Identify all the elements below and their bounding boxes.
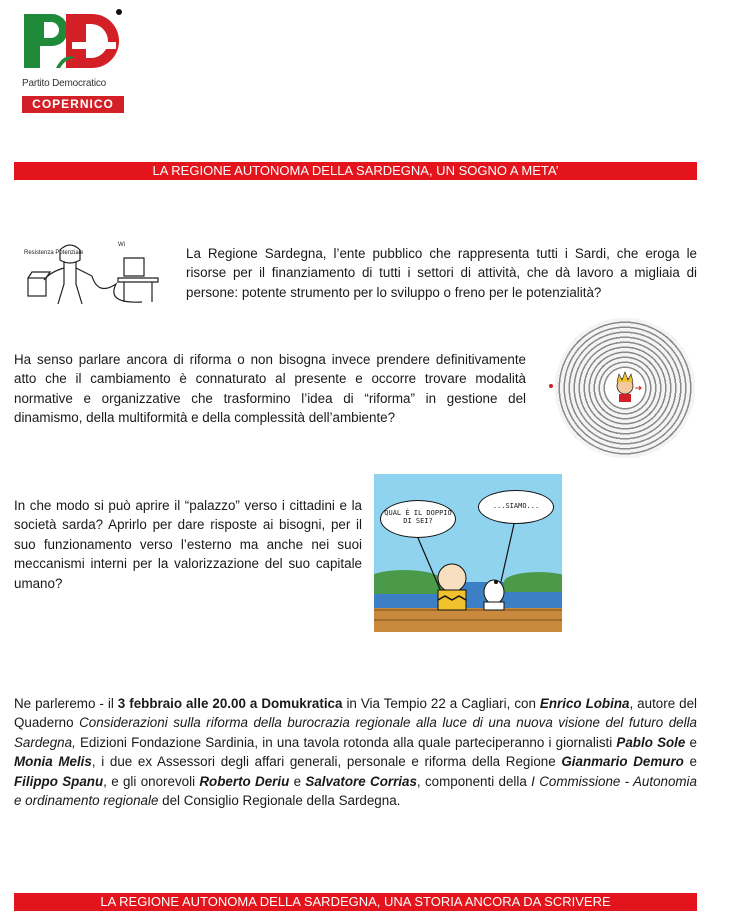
event-onorevole-2: Salvatore Corrias (305, 773, 417, 789)
event-t1: Ne parleremo - (14, 696, 108, 711)
event-t8: e (683, 754, 697, 770)
sketch-label-right: Wi (118, 242, 125, 248)
event-t9: , e gli onorevoli (103, 773, 200, 789)
intro-paragraph: La Regione Sardegna, l’ente pubblico che rappresenta tutti i Sardi, che eroga le risorse per il finanziamento di tutti i settori di attività, che dà lavoro a migliaia di persone: potente strumento per lo sviluppo o freno per le potenzialità? (186, 246, 697, 300)
question-reform: Ha senso parlare ancora di riforma o non bisogna invece prendere definitivamente atto che il cambiamento è connaturato al presente e occorre trovare modalità normative e organizzative che trasformino l’idea di “riforma” in gestione del dinamismo, della multiformità e della complessità dell’ambiente? (14, 352, 526, 426)
sketch-label-left: Resistenza Potenziale (24, 250, 84, 256)
maze-illustration (555, 318, 695, 458)
event-journalist-2: Monia Melis (14, 754, 92, 770)
event-assessor-1: Gianmario Demuro (561, 754, 684, 770)
event-date: 3 febbraio alle 20.00 a Domukratica (117, 696, 343, 711)
event-t11: , componenti della (416, 773, 532, 789)
event-onorevole-1: Roberto Deriu (199, 773, 290, 789)
event-t6: e (685, 734, 697, 750)
question-palace: In che modo si può aprire il “palazzo” verso i cittadini e la società sarda? Aprirlo per dare risposte ai bisogni, per il suo funzionamento verso l’esterno ma anche nei suoi meccanismi interni per la valorizzazione del suo capitale umano? (14, 498, 362, 591)
event-paragraph (14, 694, 697, 810)
logo-caption: Partito Democratico (22, 78, 107, 89)
event-speaker: Enrico Lobina (539, 696, 630, 711)
speech-bubble-right: ...SIAMO... (478, 490, 554, 524)
event-t7: , i due ex Assessori degli affari generali, personale e riforma della Regione (91, 754, 562, 770)
event-journalist-1: Pablo Sole (616, 734, 686, 750)
event-commission: I Commissione - Autonomia e ordinamento regionale (14, 773, 697, 809)
bottom-banner: LA REGIONE AUTONOMA DELLA SARDEGNA, UNA STORIA ANCORA DA SCRIVERE (14, 893, 697, 911)
sketch-illustration (14, 232, 174, 312)
pd-logo-mark (22, 8, 124, 74)
event-t10: e (289, 773, 306, 789)
comic-illustration (374, 474, 562, 632)
event-assessor-2: Filippo Spanu (14, 773, 104, 789)
event-t4: , autore del Quaderno (14, 696, 698, 731)
event-t5: Edizioni Fondazione Sardinia, in una tavola rotonda alla quale parteciperanno i giornalisti (75, 734, 617, 750)
maze-entry-dot (549, 384, 553, 388)
event-t3: in Via Tempio 22 a Cagliari, con (342, 696, 540, 711)
logo-subtitle: COPERNICO (22, 96, 124, 113)
event-book: Considerazioni sulla riforma della burocrazia regionale alla luce di una nuova visione del futuro della Sardegna, (14, 715, 697, 750)
top-banner: LA REGIONE AUTONOMA DELLA SARDEGNA, UN SOGNO A META’ (14, 162, 697, 180)
speech-bubble-left: QUAL È IL DOPPIO DI SEI? (380, 500, 456, 538)
maze-center-figure (605, 368, 645, 408)
event-t12: del Consiglio Regionale della Sardegna. (158, 793, 401, 809)
event-t2: il (107, 696, 118, 711)
logo (22, 8, 124, 116)
